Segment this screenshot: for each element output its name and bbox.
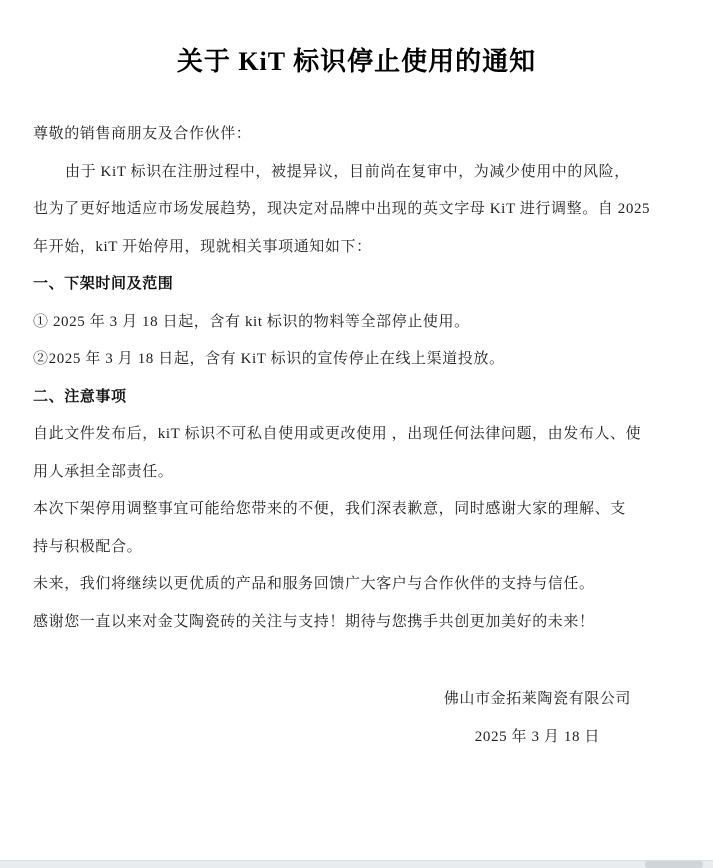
section-2-heading: 二、注意事项 [33, 388, 127, 405]
section-1-item-2: ②2025 年 3 月 18 日起，含有 KiT 标识的宣传停止在线上渠道投放。 [33, 351, 505, 367]
apology-paragraph-line-2: 持与积极配合。 [33, 538, 143, 555]
greeting-line: 尊敬的销售商朋友及合作伙伴： [33, 126, 252, 142]
future-commitment-line: 未来，我们将继续以更优质的产品和服务回馈广大客户与合作伙伴的支持与信任。 [33, 576, 595, 592]
intro-paragraph-line-1: 由于 KiT 标识在注册过程中，被提异议，目前尚在复审中，为减少使用中的风险， [65, 163, 630, 180]
section-1-heading: 一、下架时间及范围 [33, 276, 174, 292]
signature-company-name: 佛山市金拓莱陶瓷有限公司 [443, 691, 631, 707]
horizontal-scrollbar-thumb[interactable] [645, 861, 703, 868]
horizontal-scrollbar-track[interactable] [0, 860, 713, 868]
intro-paragraph-line-3: 年开始，kiT 开始停用，现就相关事项通知如下： [33, 238, 372, 255]
document-body [33, 116, 687, 756]
document-title: 关于 KiT 标识停止使用的通知 [176, 47, 537, 76]
thanks-line: 感谢您一直以来对金艾陶瓷砖的关注与支持！期待与您携手共创更加美好的未来！ [33, 613, 595, 630]
signature-block [444, 681, 631, 756]
intro-paragraph-line-2: 也为了更好地适应市场发展趋势，现决定对品牌中出现的英文字母 KiT 进行调整。自 2025 [33, 201, 651, 217]
liability-paragraph-line-1: 自此文件发布后，kiT 标识不可私自使用或更改使用 ，出现任何法律问题，由发布人、使 [33, 426, 642, 442]
apology-paragraph-line-1: 本次下架停用调整事宜可能给您带来的不便，我们深表歉意，同时感谢大家的理解、支 [33, 501, 626, 517]
signature-date: 2025 年 3 月 18 日 [474, 728, 601, 745]
section-1-item-1: ① 2025 年 3 月 18 日起，含有 kit 标识的物料等全部停止使用。 [33, 313, 470, 330]
liability-paragraph-line-2: 用人承担全部责任。 [33, 463, 174, 480]
